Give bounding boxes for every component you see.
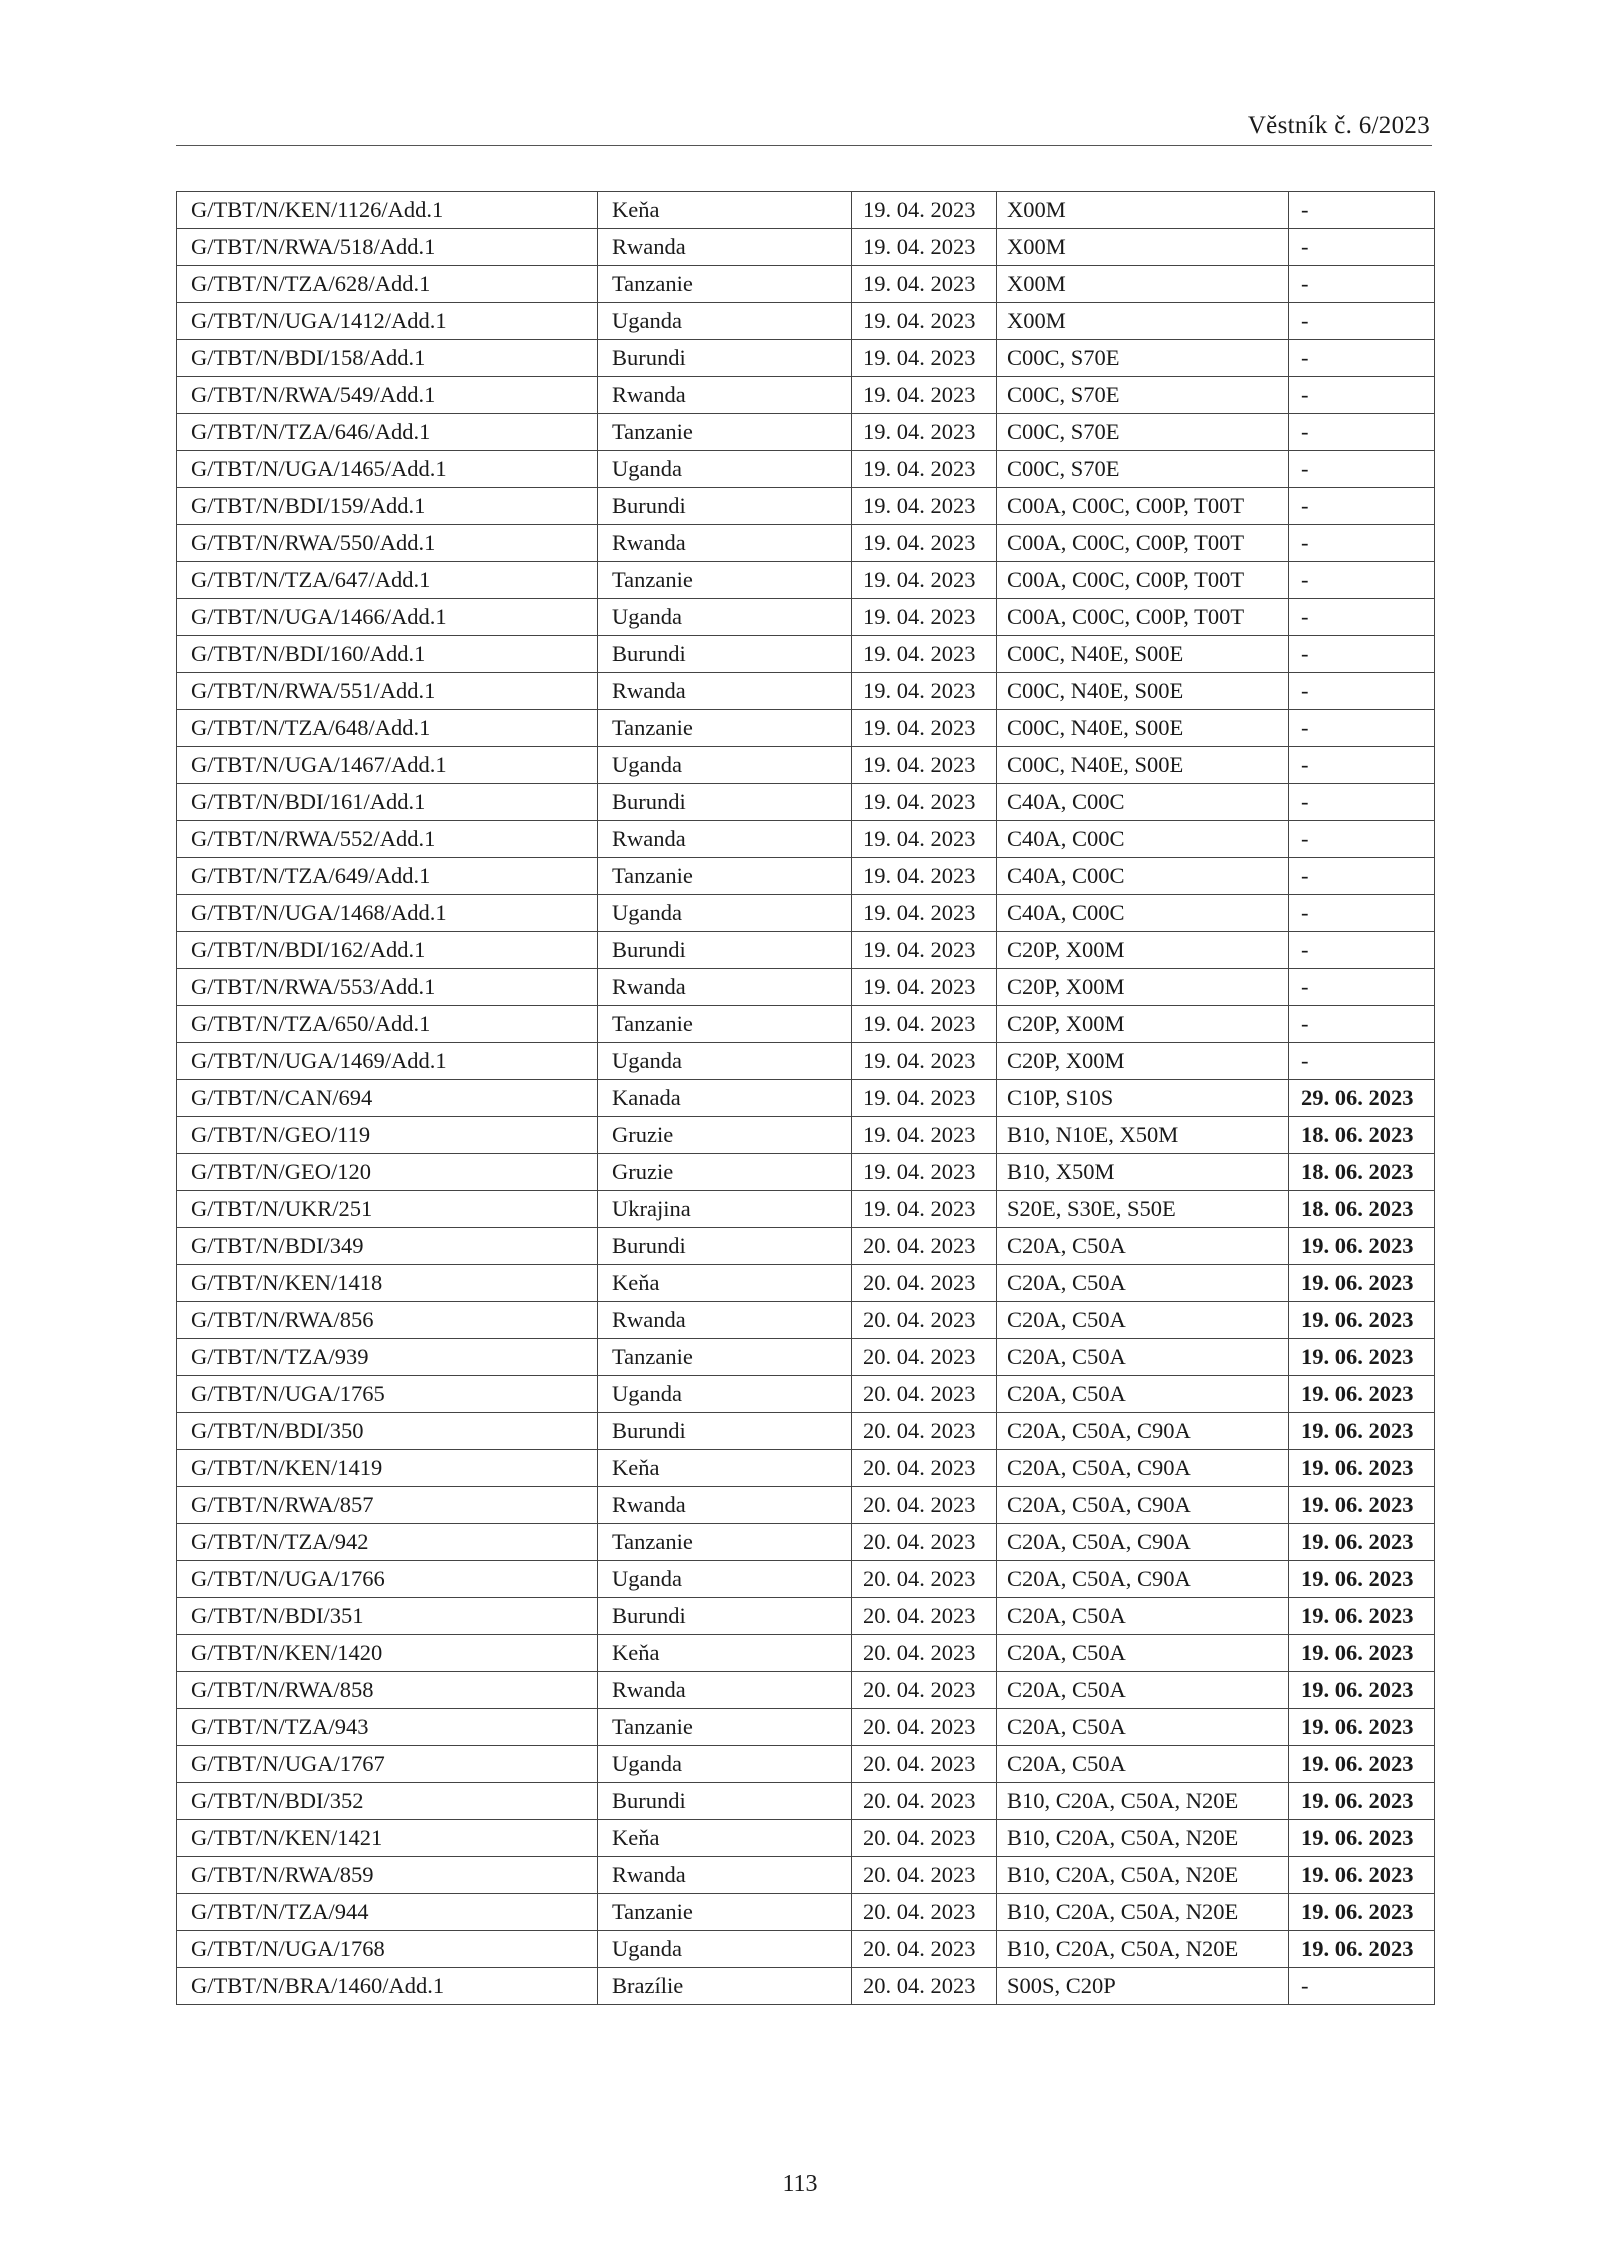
cell-deadline: 19. 06. 2023 [1289, 1783, 1435, 1820]
cell-country: Uganda [598, 599, 852, 636]
cell-date: 20. 04. 2023 [852, 1376, 997, 1413]
table-row [177, 266, 1435, 303]
table-row [177, 1746, 1435, 1783]
cell-codes: C20A, C50A [997, 1709, 1289, 1746]
cell-document-symbol: G/TBT/N/BDI/349 [177, 1228, 598, 1265]
cell-document-symbol: G/TBT/N/KEN/1418 [177, 1265, 598, 1302]
cell-codes: C20A, C50A [997, 1339, 1289, 1376]
cell-date: 20. 04. 2023 [852, 1931, 997, 1968]
cell-document-symbol: G/TBT/N/KEN/1419 [177, 1450, 598, 1487]
cell-deadline: 19. 06. 2023 [1289, 1487, 1435, 1524]
cell-country: Gruzie [598, 1117, 852, 1154]
cell-document-symbol: G/TBT/N/UGA/1466/Add.1 [177, 599, 598, 636]
cell-deadline: - [1289, 710, 1435, 747]
cell-document-symbol: G/TBT/N/RWA/857 [177, 1487, 598, 1524]
cell-date: 19. 04. 2023 [852, 1154, 997, 1191]
cell-deadline: - [1289, 747, 1435, 784]
cell-deadline: 19. 06. 2023 [1289, 1413, 1435, 1450]
cell-country: Keňa [598, 192, 852, 229]
cell-deadline: 19. 06. 2023 [1289, 1820, 1435, 1857]
cell-date: 19. 04. 2023 [852, 932, 997, 969]
cell-date: 20. 04. 2023 [852, 1450, 997, 1487]
cell-date: 20. 04. 2023 [852, 1672, 997, 1709]
table-row [177, 1265, 1435, 1302]
cell-country: Uganda [598, 303, 852, 340]
cell-codes: C00A, C00C, C00P, T00T [997, 599, 1289, 636]
cell-codes: C00C, S70E [997, 451, 1289, 488]
cell-document-symbol: G/TBT/N/TZA/647/Add.1 [177, 562, 598, 599]
cell-document-symbol: G/TBT/N/KEN/1126/Add.1 [177, 192, 598, 229]
cell-document-symbol: G/TBT/N/UGA/1412/Add.1 [177, 303, 598, 340]
bulletin-title: Věstník č. 6/2023 [1247, 112, 1430, 139]
cell-country: Burundi [598, 932, 852, 969]
cell-codes: C20A, C50A [997, 1228, 1289, 1265]
table-row [177, 636, 1435, 673]
cell-deadline: 19. 06. 2023 [1289, 1265, 1435, 1302]
table-row [177, 1598, 1435, 1635]
table-row [177, 1524, 1435, 1561]
cell-document-symbol: G/TBT/N/TZA/649/Add.1 [177, 858, 598, 895]
cell-date: 20. 04. 2023 [852, 1783, 997, 1820]
cell-document-symbol: G/TBT/N/BDI/351 [177, 1598, 598, 1635]
cell-country: Tanzanie [598, 1006, 852, 1043]
cell-country: Uganda [598, 1043, 852, 1080]
table-row [177, 1783, 1435, 1820]
cell-date: 19. 04. 2023 [852, 636, 997, 673]
cell-codes: C40A, C00C [997, 895, 1289, 932]
cell-codes: C40A, C00C [997, 784, 1289, 821]
cell-date: 20. 04. 2023 [852, 1968, 997, 2005]
cell-deadline: 19. 06. 2023 [1289, 1302, 1435, 1339]
cell-deadline: - [1289, 821, 1435, 858]
cell-deadline: 18. 06. 2023 [1289, 1191, 1435, 1228]
cell-deadline: 19. 06. 2023 [1289, 1524, 1435, 1561]
cell-document-symbol: G/TBT/N/TZA/942 [177, 1524, 598, 1561]
cell-codes: C20P, X00M [997, 1043, 1289, 1080]
cell-date: 20. 04. 2023 [852, 1598, 997, 1635]
cell-codes: C00C, N40E, S00E [997, 747, 1289, 784]
cell-document-symbol: G/TBT/N/UGA/1768 [177, 1931, 598, 1968]
cell-date: 19. 04. 2023 [852, 488, 997, 525]
cell-deadline: 19. 06. 2023 [1289, 1672, 1435, 1709]
cell-date: 19. 04. 2023 [852, 858, 997, 895]
cell-country: Tanzanie [598, 710, 852, 747]
table-row [177, 1376, 1435, 1413]
table-row [177, 192, 1435, 229]
cell-deadline: - [1289, 451, 1435, 488]
cell-date: 20. 04. 2023 [852, 1857, 997, 1894]
cell-deadline: - [1289, 932, 1435, 969]
cell-date: 19. 04. 2023 [852, 414, 997, 451]
page-header [176, 112, 1432, 146]
table-row [177, 525, 1435, 562]
cell-country: Uganda [598, 747, 852, 784]
cell-document-symbol: G/TBT/N/UGA/1467/Add.1 [177, 747, 598, 784]
cell-deadline: - [1289, 1006, 1435, 1043]
cell-document-symbol: G/TBT/N/GEO/119 [177, 1117, 598, 1154]
cell-date: 19. 04. 2023 [852, 266, 997, 303]
cell-codes: C20A, C50A [997, 1376, 1289, 1413]
cell-country: Rwanda [598, 1672, 852, 1709]
table-row [177, 710, 1435, 747]
cell-document-symbol: G/TBT/N/KEN/1420 [177, 1635, 598, 1672]
cell-codes: C20A, C50A [997, 1598, 1289, 1635]
cell-document-symbol: G/TBT/N/RWA/549/Add.1 [177, 377, 598, 414]
table-row [177, 562, 1435, 599]
table-row [177, 1117, 1435, 1154]
cell-country: Tanzanie [598, 1339, 852, 1376]
cell-country: Rwanda [598, 525, 852, 562]
cell-date: 20. 04. 2023 [852, 1228, 997, 1265]
table-row [177, 414, 1435, 451]
cell-date: 20. 04. 2023 [852, 1746, 997, 1783]
cell-codes: B10, C20A, C50A, N20E [997, 1857, 1289, 1894]
cell-deadline: - [1289, 562, 1435, 599]
table-row [177, 229, 1435, 266]
cell-deadline: 19. 06. 2023 [1289, 1709, 1435, 1746]
cell-document-symbol: G/TBT/N/RWA/858 [177, 1672, 598, 1709]
cell-document-symbol: G/TBT/N/TZA/943 [177, 1709, 598, 1746]
table-row [177, 377, 1435, 414]
cell-country: Burundi [598, 1413, 852, 1450]
cell-document-symbol: G/TBT/N/TZA/628/Add.1 [177, 266, 598, 303]
cell-document-symbol: G/TBT/N/RWA/553/Add.1 [177, 969, 598, 1006]
cell-date: 19. 04. 2023 [852, 895, 997, 932]
table-row [177, 1487, 1435, 1524]
cell-codes: C00C, S70E [997, 377, 1289, 414]
cell-codes: C40A, C00C [997, 821, 1289, 858]
cell-document-symbol: G/TBT/N/TZA/939 [177, 1339, 598, 1376]
cell-deadline: - [1289, 377, 1435, 414]
cell-country: Rwanda [598, 1857, 852, 1894]
cell-codes: C00A, C00C, C00P, T00T [997, 562, 1289, 599]
cell-deadline: 19. 06. 2023 [1289, 1635, 1435, 1672]
cell-deadline: 18. 06. 2023 [1289, 1154, 1435, 1191]
cell-country: Uganda [598, 895, 852, 932]
table-row [177, 1931, 1435, 1968]
table-row [177, 1635, 1435, 1672]
cell-date: 19. 04. 2023 [852, 303, 997, 340]
cell-codes: B10, C20A, C50A, N20E [997, 1783, 1289, 1820]
cell-codes: C20A, C50A [997, 1302, 1289, 1339]
table-row [177, 1339, 1435, 1376]
cell-country: Keňa [598, 1450, 852, 1487]
cell-deadline: - [1289, 340, 1435, 377]
cell-deadline: - [1289, 636, 1435, 673]
cell-deadline: 29. 06. 2023 [1289, 1080, 1435, 1117]
table-row [177, 1043, 1435, 1080]
table-row [177, 1672, 1435, 1709]
cell-document-symbol: G/TBT/N/UGA/1465/Add.1 [177, 451, 598, 488]
cell-date: 19. 04. 2023 [852, 1080, 997, 1117]
cell-document-symbol: G/TBT/N/UGA/1765 [177, 1376, 598, 1413]
cell-date: 19. 04. 2023 [852, 1191, 997, 1228]
table-row [177, 1006, 1435, 1043]
cell-country: Uganda [598, 1561, 852, 1598]
cell-country: Burundi [598, 784, 852, 821]
cell-country: Ukrajina [598, 1191, 852, 1228]
cell-country: Rwanda [598, 377, 852, 414]
cell-document-symbol: G/TBT/N/UKR/251 [177, 1191, 598, 1228]
cell-date: 19. 04. 2023 [852, 599, 997, 636]
cell-deadline: 19. 06. 2023 [1289, 1857, 1435, 1894]
cell-codes: C20A, C50A, C90A [997, 1561, 1289, 1598]
cell-deadline: - [1289, 414, 1435, 451]
cell-document-symbol: G/TBT/N/RWA/550/Add.1 [177, 525, 598, 562]
cell-country: Gruzie [598, 1154, 852, 1191]
cell-document-symbol: G/TBT/N/TZA/648/Add.1 [177, 710, 598, 747]
table-row [177, 969, 1435, 1006]
cell-codes: C20A, C50A [997, 1265, 1289, 1302]
cell-document-symbol: G/TBT/N/CAN/694 [177, 1080, 598, 1117]
table-row [177, 673, 1435, 710]
cell-date: 20. 04. 2023 [852, 1302, 997, 1339]
cell-document-symbol: G/TBT/N/UGA/1469/Add.1 [177, 1043, 598, 1080]
cell-date: 20. 04. 2023 [852, 1894, 997, 1931]
table-row [177, 858, 1435, 895]
cell-document-symbol: G/TBT/N/RWA/856 [177, 1302, 598, 1339]
cell-country: Burundi [598, 488, 852, 525]
cell-deadline: - [1289, 858, 1435, 895]
cell-date: 19. 04. 2023 [852, 340, 997, 377]
cell-deadline: 19. 06. 2023 [1289, 1339, 1435, 1376]
cell-deadline: - [1289, 266, 1435, 303]
cell-codes: B10, C20A, C50A, N20E [997, 1931, 1289, 1968]
cell-deadline: 18. 06. 2023 [1289, 1117, 1435, 1154]
cell-codes: C20A, C50A, C90A [997, 1450, 1289, 1487]
cell-codes: C20A, C50A [997, 1635, 1289, 1672]
table-row [177, 1968, 1435, 2005]
cell-document-symbol: G/TBT/N/KEN/1421 [177, 1820, 598, 1857]
cell-codes: C20A, C50A, C90A [997, 1524, 1289, 1561]
cell-deadline: - [1289, 599, 1435, 636]
cell-document-symbol: G/TBT/N/BDI/352 [177, 1783, 598, 1820]
cell-country: Burundi [598, 1228, 852, 1265]
cell-document-symbol: G/TBT/N/BDI/160/Add.1 [177, 636, 598, 673]
cell-codes: C20P, X00M [997, 1006, 1289, 1043]
cell-date: 19. 04. 2023 [852, 451, 997, 488]
cell-deadline: 19. 06. 2023 [1289, 1561, 1435, 1598]
cell-deadline: 19. 06. 2023 [1289, 1598, 1435, 1635]
cell-codes: C00C, S70E [997, 414, 1289, 451]
cell-date: 19. 04. 2023 [852, 821, 997, 858]
cell-country: Brazílie [598, 1968, 852, 2005]
cell-codes: X00M [997, 303, 1289, 340]
table-row [177, 784, 1435, 821]
cell-deadline: - [1289, 1968, 1435, 2005]
cell-country: Rwanda [598, 969, 852, 1006]
cell-date: 19. 04. 2023 [852, 229, 997, 266]
cell-country: Keňa [598, 1265, 852, 1302]
cell-country: Rwanda [598, 821, 852, 858]
cell-country: Uganda [598, 1376, 852, 1413]
cell-codes: C40A, C00C [997, 858, 1289, 895]
table-row [177, 451, 1435, 488]
cell-document-symbol: G/TBT/N/RWA/551/Add.1 [177, 673, 598, 710]
cell-country: Burundi [598, 636, 852, 673]
cell-date: 19. 04. 2023 [852, 784, 997, 821]
table-row [177, 1450, 1435, 1487]
cell-deadline: - [1289, 969, 1435, 1006]
table-row [177, 1561, 1435, 1598]
cell-document-symbol: G/TBT/N/UGA/1468/Add.1 [177, 895, 598, 932]
notifications-table-body [177, 192, 1435, 2005]
table-row [177, 821, 1435, 858]
cell-document-symbol: G/TBT/N/BRA/1460/Add.1 [177, 1968, 598, 2005]
cell-codes: X00M [997, 229, 1289, 266]
cell-codes: C00C, N40E, S00E [997, 673, 1289, 710]
table-row [177, 1154, 1435, 1191]
cell-document-symbol: G/TBT/N/RWA/859 [177, 1857, 598, 1894]
cell-deadline: 19. 06. 2023 [1289, 1376, 1435, 1413]
table-row [177, 747, 1435, 784]
cell-country: Keňa [598, 1820, 852, 1857]
cell-country: Tanzanie [598, 562, 852, 599]
cell-document-symbol: G/TBT/N/RWA/552/Add.1 [177, 821, 598, 858]
cell-document-symbol: G/TBT/N/TZA/650/Add.1 [177, 1006, 598, 1043]
cell-date: 19. 04. 2023 [852, 1043, 997, 1080]
cell-codes: C20P, X00M [997, 969, 1289, 1006]
cell-deadline: - [1289, 192, 1435, 229]
table-row [177, 1191, 1435, 1228]
cell-country: Keňa [598, 1635, 852, 1672]
cell-country: Tanzanie [598, 1709, 852, 1746]
table-row [177, 1857, 1435, 1894]
cell-deadline: 19. 06. 2023 [1289, 1746, 1435, 1783]
table-row [177, 599, 1435, 636]
cell-country: Burundi [598, 1783, 852, 1820]
cell-date: 20. 04. 2023 [852, 1339, 997, 1376]
cell-codes: C00A, C00C, C00P, T00T [997, 525, 1289, 562]
table-row [177, 1413, 1435, 1450]
cell-codes: X00M [997, 266, 1289, 303]
cell-deadline: 19. 06. 2023 [1289, 1931, 1435, 1968]
cell-country: Tanzanie [598, 266, 852, 303]
cell-deadline: - [1289, 784, 1435, 821]
cell-document-symbol: G/TBT/N/BDI/158/Add.1 [177, 340, 598, 377]
cell-deadline: 19. 06. 2023 [1289, 1228, 1435, 1265]
cell-document-symbol: G/TBT/N/UGA/1766 [177, 1561, 598, 1598]
cell-country: Kanada [598, 1080, 852, 1117]
cell-date: 20. 04. 2023 [852, 1524, 997, 1561]
cell-codes: C20A, C50A, C90A [997, 1487, 1289, 1524]
cell-codes: C20A, C50A, C90A [997, 1413, 1289, 1450]
table-row [177, 1820, 1435, 1857]
cell-codes: B10, C20A, C50A, N20E [997, 1820, 1289, 1857]
cell-country: Tanzanie [598, 858, 852, 895]
cell-codes: C00C, N40E, S00E [997, 710, 1289, 747]
cell-codes: C20P, X00M [997, 932, 1289, 969]
cell-date: 19. 04. 2023 [852, 673, 997, 710]
table-row [177, 1709, 1435, 1746]
table-row [177, 895, 1435, 932]
cell-date: 19. 04. 2023 [852, 1006, 997, 1043]
cell-codes: C00C, N40E, S00E [997, 636, 1289, 673]
cell-deadline: - [1289, 229, 1435, 266]
table-row [177, 488, 1435, 525]
cell-deadline: - [1289, 1043, 1435, 1080]
cell-codes: C00A, C00C, C00P, T00T [997, 488, 1289, 525]
cell-codes: B10, C20A, C50A, N20E [997, 1894, 1289, 1931]
cell-country: Burundi [598, 340, 852, 377]
notifications-table [176, 191, 1435, 2005]
cell-date: 20. 04. 2023 [852, 1820, 997, 1857]
cell-date: 20. 04. 2023 [852, 1709, 997, 1746]
cell-document-symbol: G/TBT/N/BDI/350 [177, 1413, 598, 1450]
cell-deadline: - [1289, 895, 1435, 932]
cell-date: 20. 04. 2023 [852, 1561, 997, 1598]
cell-country: Uganda [598, 451, 852, 488]
cell-country: Rwanda [598, 1487, 852, 1524]
cell-country: Tanzanie [598, 1524, 852, 1561]
cell-deadline: - [1289, 488, 1435, 525]
cell-codes: C20A, C50A [997, 1672, 1289, 1709]
cell-date: 20. 04. 2023 [852, 1487, 997, 1524]
page-number: 113 [782, 2171, 818, 2197]
cell-deadline: - [1289, 303, 1435, 340]
cell-date: 19. 04. 2023 [852, 710, 997, 747]
cell-country: Uganda [598, 1931, 852, 1968]
cell-codes: C00C, S70E [997, 340, 1289, 377]
cell-codes: S20E, S30E, S50E [997, 1191, 1289, 1228]
cell-date: 20. 04. 2023 [852, 1413, 997, 1450]
cell-date: 19. 04. 2023 [852, 192, 997, 229]
cell-date: 19. 04. 2023 [852, 747, 997, 784]
cell-codes: C10P, S10S [997, 1080, 1289, 1117]
cell-deadline: 19. 06. 2023 [1289, 1450, 1435, 1487]
cell-document-symbol: G/TBT/N/BDI/161/Add.1 [177, 784, 598, 821]
table-row [177, 340, 1435, 377]
cell-country: Tanzanie [598, 1894, 852, 1931]
table-row [177, 1228, 1435, 1265]
cell-date: 19. 04. 2023 [852, 377, 997, 414]
table-row [177, 303, 1435, 340]
cell-codes: S00S, C20P [997, 1968, 1289, 2005]
cell-codes: X00M [997, 192, 1289, 229]
cell-codes: B10, N10E, X50M [997, 1117, 1289, 1154]
cell-document-symbol: G/TBT/N/GEO/120 [177, 1154, 598, 1191]
cell-date: 19. 04. 2023 [852, 562, 997, 599]
cell-codes: B10, X50M [997, 1154, 1289, 1191]
cell-country: Rwanda [598, 1302, 852, 1339]
cell-document-symbol: G/TBT/N/TZA/944 [177, 1894, 598, 1931]
cell-date: 20. 04. 2023 [852, 1635, 997, 1672]
table-row [177, 1302, 1435, 1339]
cell-document-symbol: G/TBT/N/UGA/1767 [177, 1746, 598, 1783]
cell-country: Rwanda [598, 229, 852, 266]
cell-codes: C20A, C50A [997, 1746, 1289, 1783]
table-row [177, 1080, 1435, 1117]
table-row [177, 932, 1435, 969]
cell-document-symbol: G/TBT/N/BDI/162/Add.1 [177, 932, 598, 969]
cell-country: Uganda [598, 1746, 852, 1783]
cell-deadline: - [1289, 673, 1435, 710]
cell-deadline: 19. 06. 2023 [1289, 1894, 1435, 1931]
cell-country: Burundi [598, 1598, 852, 1635]
cell-document-symbol: G/TBT/N/BDI/159/Add.1 [177, 488, 598, 525]
cell-date: 19. 04. 2023 [852, 1117, 997, 1154]
cell-document-symbol: G/TBT/N/TZA/646/Add.1 [177, 414, 598, 451]
cell-date: 20. 04. 2023 [852, 1265, 997, 1302]
table-row [177, 1894, 1435, 1931]
cell-date: 19. 04. 2023 [852, 969, 997, 1006]
cell-date: 19. 04. 2023 [852, 525, 997, 562]
cell-country: Tanzanie [598, 414, 852, 451]
cell-deadline: - [1289, 525, 1435, 562]
cell-document-symbol: G/TBT/N/RWA/518/Add.1 [177, 229, 598, 266]
cell-country: Rwanda [598, 673, 852, 710]
